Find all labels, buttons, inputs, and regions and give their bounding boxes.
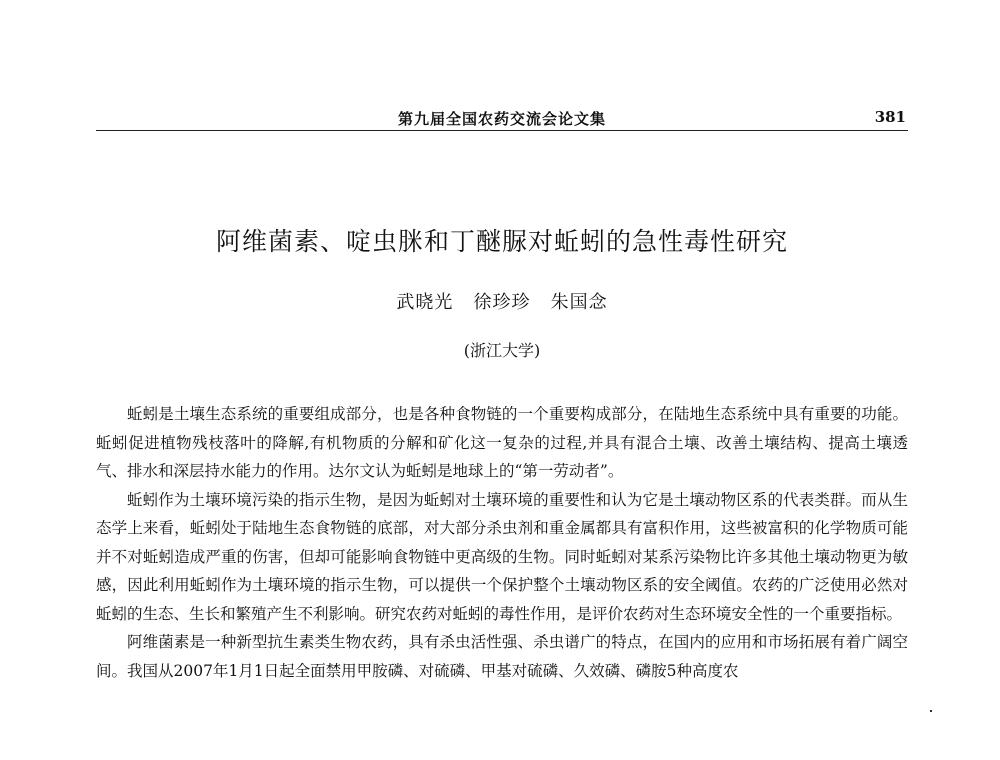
header-rule	[96, 130, 908, 131]
paragraph: 阿维菌素是一种新型抗生素类生物农药，具有杀虫活性强、杀虫谱广的特点，在国内的应用和市场拓展有着广阔空间。我国从2007年1月1日起全面禁用甲胺磷、对硫磷、甲基对硫磷、久效磷、磷胺5种高度农	[96, 633, 908, 680]
article-title: 阿维菌素、啶虫脒和丁醚脲对蚯蚓的急性毒性研究	[215, 227, 788, 256]
page-number: 381	[874, 108, 906, 126]
scan-mark	[930, 710, 932, 712]
running-header	[96, 108, 908, 130]
journal-name: 第九届全国农药交流会论文集	[397, 110, 606, 128]
paragraph: 蚯蚓作为土壤环境污染的指示生物，是因为蚯蚓对土壤环境的重要性和认为它是土壤动物区系的代表类群。而从生态学上来看，蚯蚓处于陆地生态食物链的底部，对大部分杀虫剂和重金属都具有富积作用，这些被富积的化学物质可能并不对蚯蚓造成严重的伤害，但却可能影响食物链中更高级的生物。同时蚯蚓对某系污染物比许多其他土壤动物更为敏感，因此利用蚯蚓作为土壤环境的指示生物，可以提供一个保护整个土壤动物区系的安全阈值。农药的广泛使用必然对蚯蚓的生态、生长和繁殖产生不利影响。研究农药对蚯蚓的毒性作用，是评价农药对生态环境安全性的一个重要指标。	[96, 490, 908, 623]
author-list: 武晓光 徐珍珍 朱国念	[396, 292, 608, 313]
paragraph: 蚯蚓是土壤生态系统的重要组成部分，也是各种食物链的一个重要构成部分，在陆地生态系统中具有重要的功能。蚯蚓促进植物残枝落叶的降解,有机物质的分解和矿化这一复杂的过程,并具有混合土壤、改善土壤结构、提高土壤透气、排水和深层持水能力的作用。达尔文认为蚯蚓是地球上的“第一劳动者”。	[96, 405, 908, 480]
body-text	[96, 400, 908, 685]
affiliation: (浙江大学)	[463, 341, 541, 360]
